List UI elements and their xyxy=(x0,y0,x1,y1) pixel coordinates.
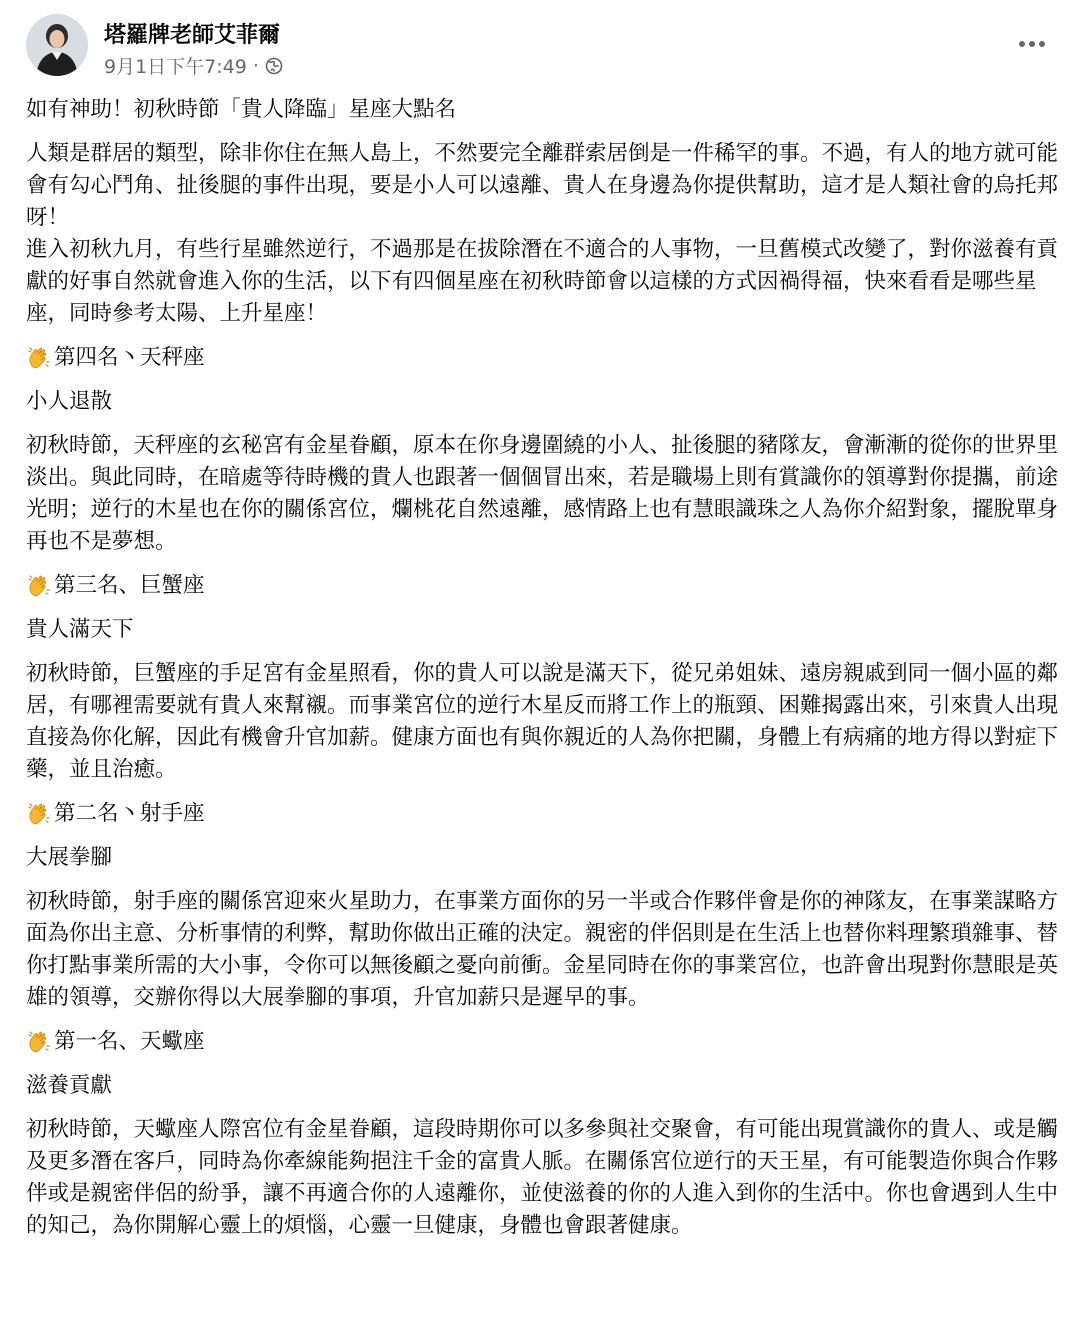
section-body: 初秋時節，天蠍座人際宮位有金星眷顧，這段時期你可以多參與社交聚會，有可能出現賞識你的貴人、或是觸及更多潛在客戶，同時為你牽線能夠挹注千金的富貴人脈。在關係宮位逆行的天王星，有可能製造你與合作夥伴或是親密伴侶的紛爭，讓不再適合你的人遠離你，並使滋養的你的人進入到你的生活中。你也會遇到人生中的知己，為你開解心靈上的煩惱，心靈一旦健康，身體也會跟著健康。 xyxy=(26,1117,1059,1238)
section-heading-text: 第一名、天蠍座 xyxy=(54,1029,205,1054)
section-subtitle: 滋養貢獻 xyxy=(26,1073,113,1098)
section-heading xyxy=(26,1026,1060,1058)
section-heading-text: 第三名、巨蟹座 xyxy=(54,573,205,598)
section-body: 初秋時節，射手座的關係宮迎來火星助力，在事業方面你的另一半或合作夥伴會是你的神隊友，在事業謀略方面為你出主意、分析事情的利弊，幫助你做出正確的決定。親密的伴侶則是在生活上也替你料理繁瑣雜事、替你打點事業所需的大小事，令你可以無後顧之憂向前衝。金星同時在你的事業宮位，也許會出現對你慧眼是英雄的領導，交辦你得以大展拳腳的事項，升官加薪只是遲早的事。 xyxy=(26,889,1059,1010)
avatar-image xyxy=(26,14,88,76)
meta-separator: · xyxy=(252,54,259,77)
section-body: 初秋時節，巨蟹座的手足宮有金星照看，你的貴人可以說是滿天下，從兄弟姐妹、遠房親戚到同一個小區的鄰居，有哪裡需要就有貴人來幫襯。而事業宮位的逆行木星反而將工作上的瓶頸、困難揭露出來，引來貴人出現直接為你化解，因此有機會升官加薪。健康方面也有與你親近的人為你把關，身體上有病痛的地方得以對症下藥，並且治癒。 xyxy=(26,661,1059,782)
section-subtitle: 小人退散 xyxy=(26,389,113,414)
post-header xyxy=(26,0,1060,92)
section-heading xyxy=(26,570,1060,602)
more-options-icon[interactable] xyxy=(1014,30,1050,58)
section-heading-text: 第二名丶射手座 xyxy=(54,801,205,826)
section-heading-text: 第四名丶天秤座 xyxy=(54,345,205,370)
post-timestamp[interactable]: 9月1日下午7:49 xyxy=(104,56,247,78)
post-body xyxy=(26,94,1060,1242)
intro-paragraph: 進入初秋九月，有些行星雖然逆行，不過那是在拔除潛在不適合的人事物，一旦舊模式改變了，對你滋養有貢獻的好事自然就會進入你的生活，以下有四個星座在初秋時節會以這樣的方式因禍得福，快來看看是哪些星座，同時參考太陽、上升星座！ xyxy=(26,237,1059,326)
section-body: 初秋時節，天秤座的玄秘宮有金星眷顧，原本在你身邊圍繞的小人、扯後腿的豬隊友，會漸漸的從你的世界里淡出。與此同時，在暗處等待時機的貴人也跟著一個個冒出來，若是職場上則有賞識你的領導對你提攜，前途光明；逆行的木星也在你的關係宮位，爛桃花自然遠離，感情路上也有慧眼識珠之人為你介紹對象，擺脫單身再也不是夢想。 xyxy=(26,433,1059,554)
author-name[interactable]: 塔羅牌老師艾菲爾 xyxy=(104,23,281,48)
avatar[interactable] xyxy=(26,14,88,76)
globe-icon[interactable] xyxy=(265,57,283,75)
section-subtitle: 大展拳腳 xyxy=(26,845,113,870)
clapping-hands-icon xyxy=(26,573,52,599)
section-heading xyxy=(26,798,1060,830)
clapping-hands-icon xyxy=(26,801,52,827)
intro-paragraph: 人類是群居的類型，除非你住在無人島上，不然要完全離群索居倒是一件稀罕的事。不過，有人的地方就可能會有勾心鬥角、扯後腿的事件出現，要是小人可以遠離、貴人在身邊為你提供幫助，這才是人類社會的烏托邦呀！ xyxy=(26,141,1059,230)
post-title: 如有神助！初秋時節「貴人降臨」星座大點名 xyxy=(26,97,457,122)
section-heading xyxy=(26,342,1060,374)
clapping-hands-icon xyxy=(26,345,52,371)
section-subtitle: 貴人滿天下 xyxy=(26,617,134,642)
post-meta xyxy=(104,52,283,79)
clapping-hands-icon xyxy=(26,1029,52,1055)
